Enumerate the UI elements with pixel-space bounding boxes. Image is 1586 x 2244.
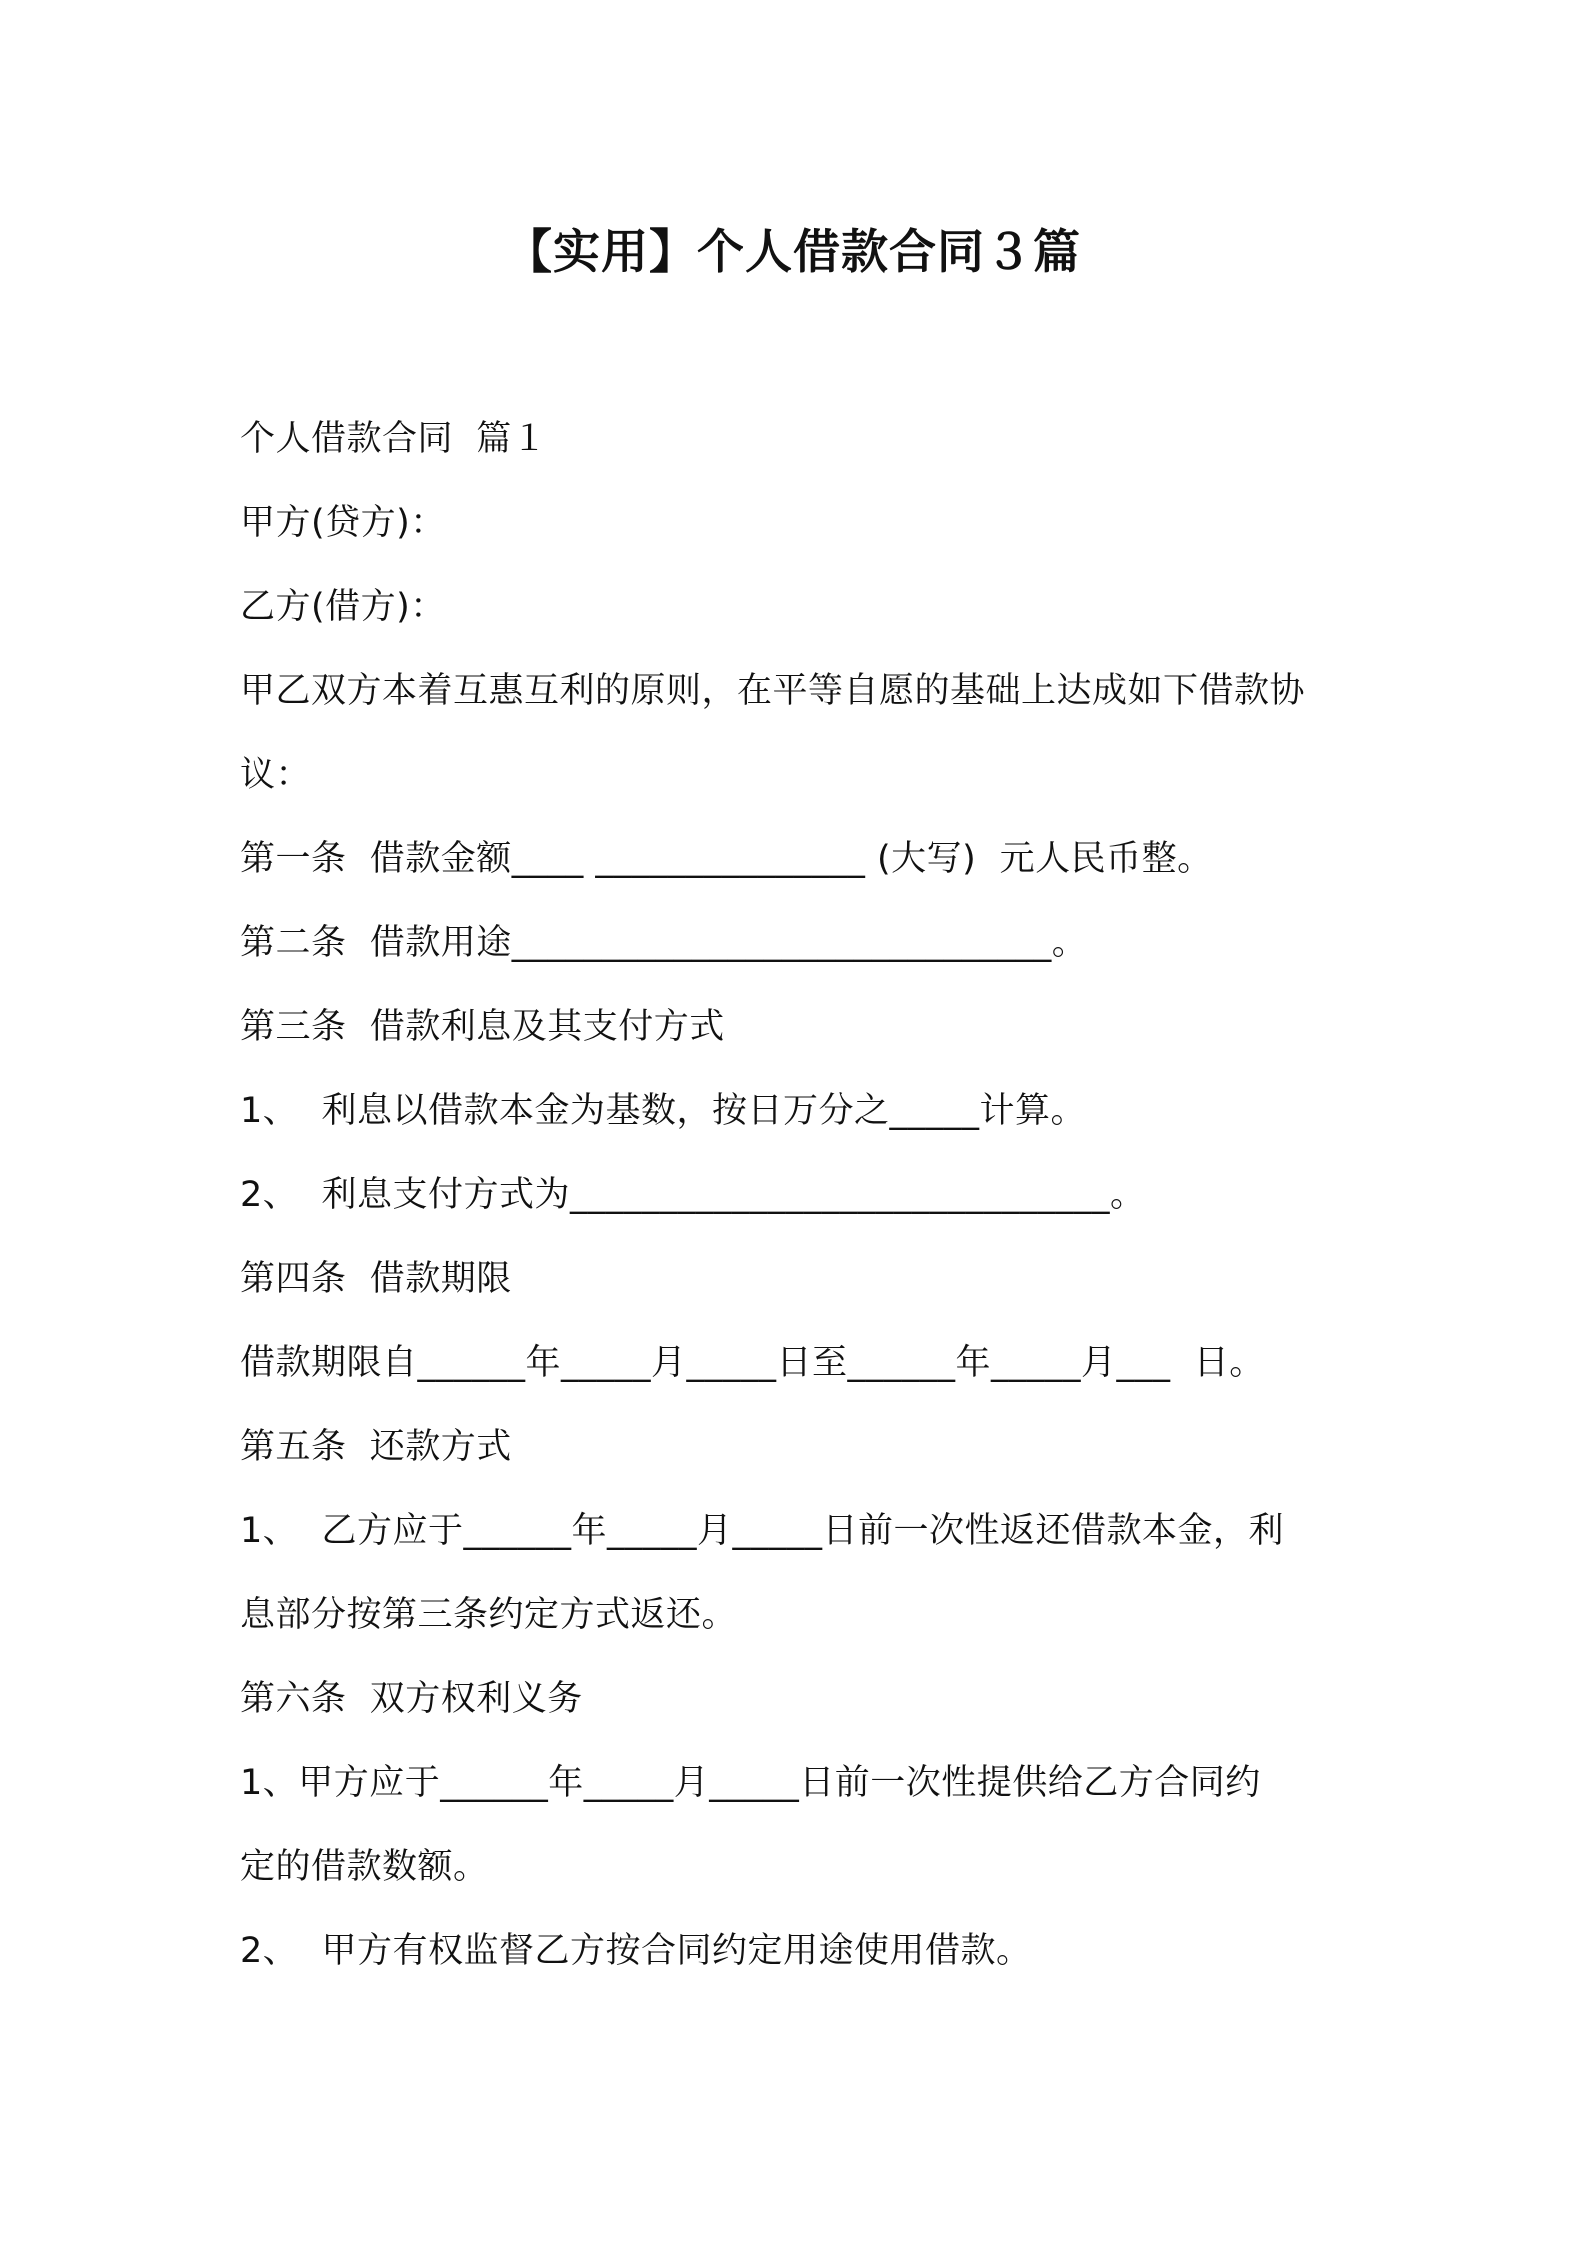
article-1-loan-amount: 第一条 借款金额____ _______________ (大写) 元人民币整。 xyxy=(240,839,1213,879)
article-6-heading: 第六条 双方权利义务 xyxy=(240,1679,583,1719)
preamble-line-2: 议： xyxy=(240,755,312,795)
article-4-heading: 第四条 借款期限 xyxy=(240,1259,512,1299)
article-5-heading: 第五条 还款方式 xyxy=(240,1427,512,1467)
party-b-borrower: 乙方(借方)： xyxy=(240,587,446,627)
article-6-item-1-line-2: 定的借款数额。 xyxy=(240,1847,489,1887)
article-3-heading: 第三条 借款利息及其支付方式 xyxy=(240,1007,725,1047)
article-3-item-2: 2、 利息支付方式为______________________________。 xyxy=(240,1175,1146,1215)
party-a-lender: 甲方(贷方)： xyxy=(240,503,446,543)
article-6-item-2: 2、 甲方有权监督乙方按合同约定用途使用借款。 xyxy=(240,1931,1032,1971)
document-title: 【实用】个人借款合同３篇 xyxy=(505,225,1081,280)
article-5-item-1-line-2: 息部分按第三条约定方式返还。 xyxy=(240,1595,738,1635)
article-6-item-1-line-1: 1、甲方应于______年_____月_____日前一次性提供给乙方合同约 xyxy=(240,1763,1261,1803)
article-5-item-1-line-1: 1、 乙方应于______年_____月_____日前一次性返还借款本金，利 xyxy=(240,1511,1285,1551)
preamble-line-1: 甲乙双方本着互惠互利的原则，在平等自愿的基础上达成如下借款协 xyxy=(240,671,1306,711)
article-4-loan-term: 借款期限自______年_____月_____日至______年_____月___ 日。 xyxy=(240,1343,1265,1383)
article-2-loan-purpose: 第二条 借款用途______________________________。 xyxy=(240,923,1088,963)
article-3-item-1: 1、 利息以借款本金为基数，按日万分之_____计算。 xyxy=(240,1091,1087,1131)
section-heading-part-1: 个人借款合同 篇１ xyxy=(240,419,548,459)
